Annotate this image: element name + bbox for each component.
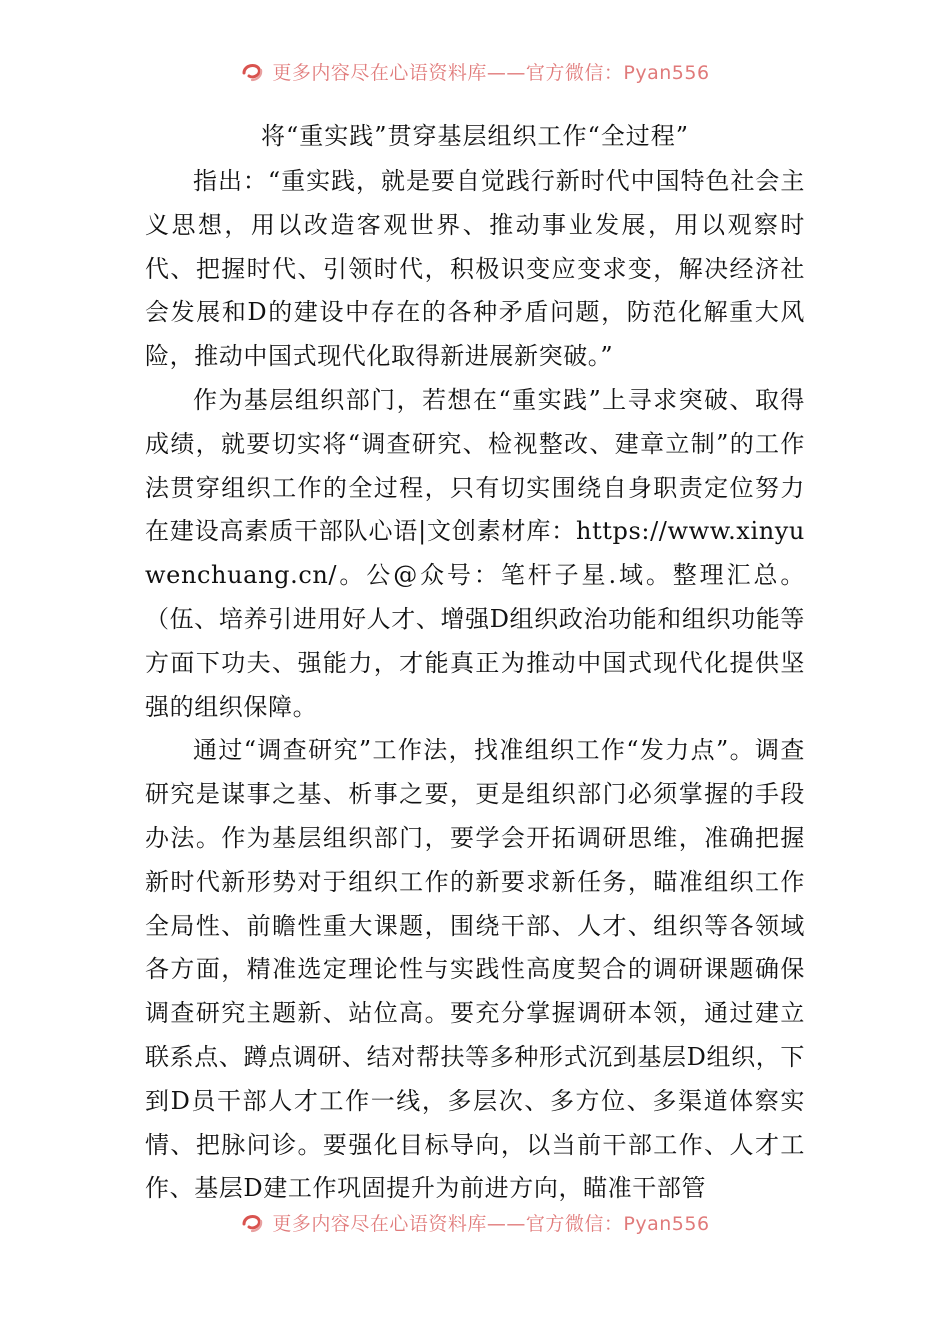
- paragraph: 通过“调查研究”工作法，找准组织工作“发力点”。调查研究是谋事之基、析事之要，更是组织部门必须掌握的手段办法。作为基层组织部门，要学会开拓调研思维，准确把握新时代新形势对于组织工作的新要求新任务，瞄准组织工作全局性、前瞻性重大课题，围绕干部、人才、组织等各领域各方面，精准选定理论性与实践性高度契合的调研课题确保调查研究主题新、站位高。要充分掌握调研本领，通过建立联系点、蹲点调研、结对帮扶等多种形式沉到基层D组织，下到D员干部人才工作一线，多层次、多方位、多渠道体察实情、把脉问诊。要强化目标导向，以当前干部工作、人才工作、基层D建工作巩固提升为前进方向，瞄准干部管: [145, 736, 805, 1203]
- paragraph: 指出：“重实践，就是要自觉践行新时代中国特色社会主义思想，用以改造客观世界、推动事业发展，用以观察时代、把握时代、引领时代，积极识变应变求变，解决经济社会发展和D的建设中存在的各种矛盾问题，防范化解重大风险，推动中国式现代化取得新进展新突破。”: [145, 167, 805, 371]
- article-title: 将“重实践”贯穿基层组织工作“全过程”: [260, 122, 690, 150]
- watermark-text: 更多内容尽在心语资料库——官方微信：Pyan556: [272, 61, 710, 84]
- paragraph: 作为基层组织部门，若想在“重实践”上寻求突破、取得成绩，就要切实将“调查研究、检视整改、建章立制”的工作法贯穿组织工作的全过程，只有切实围绕自身职责定位努力在建设高素质干部队心语|文创素材库：https://www.xinyuwenchuang.cn/。公@众号：笔杆子星.域。整理汇总。（伍、培养引进用好人才、增强D组织政治功能和组织功能等方面下功夫、强能力，才能真正为推动中国式现代化提供坚强的组织保障。: [145, 385, 805, 721]
- article-body: [145, 160, 805, 1211]
- watermark-text: 更多内容尽在心语资料库——官方微信：Pyan556: [272, 1212, 710, 1235]
- watermark-header: [0, 56, 950, 86]
- red-swirl-logo-icon: [240, 59, 264, 83]
- watermark-footer: [0, 1207, 950, 1237]
- red-swirl-logo-icon: [240, 1210, 264, 1234]
